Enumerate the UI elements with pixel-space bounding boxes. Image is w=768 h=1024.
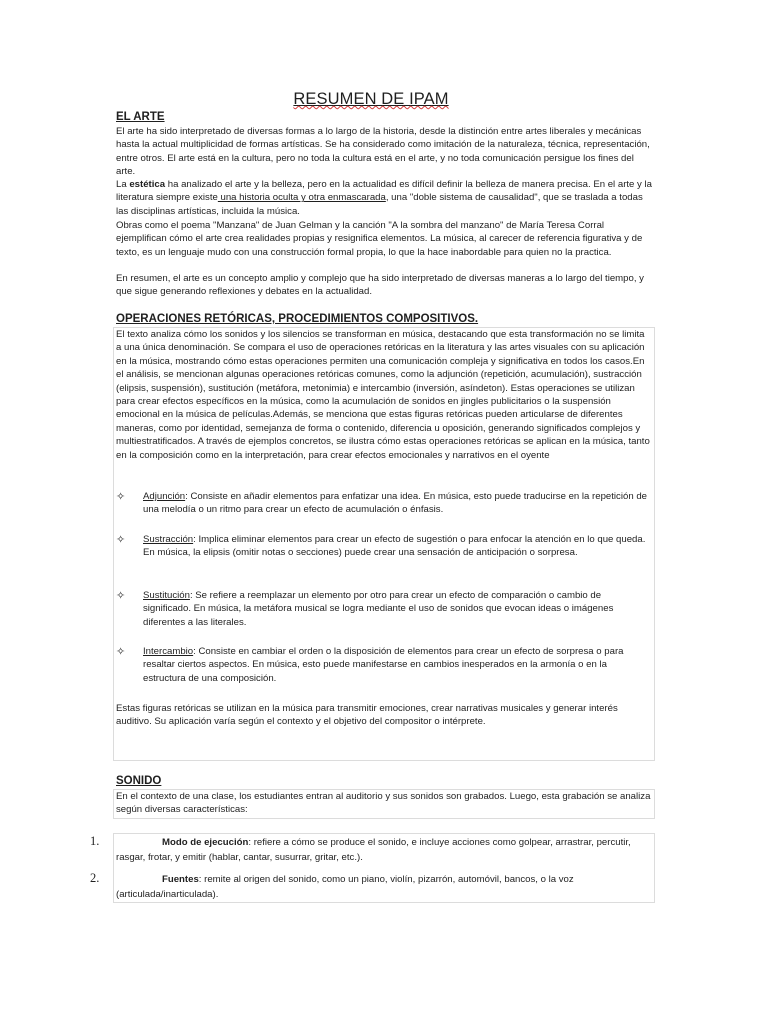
heading-el-arte: EL ARTE xyxy=(116,111,165,123)
term-sustitucion: Sustitución xyxy=(143,590,190,601)
bullet-text xyxy=(143,589,648,629)
list-number: 2. xyxy=(90,871,100,885)
desc-modo-ejecucion: : refiere a cómo se produce el sonido, e incluye acciones como golpear, arrastrar, percutir, rasgar, frotar, y emitir (hablar, cantar, susurrar, gritar, etc.). xyxy=(116,837,631,863)
arte-paragraph-2 xyxy=(116,178,652,218)
operaciones-intro: El texto analiza cómo los sonidos y los silencios se transforman en música, destacando que esta transformación no se limita a una única denominación. Se compara el uso de operaciones retóricas en la literatura y las artes visuales con su aplicación en la música, mostrando cómo estas operaciones permiten una comunicación compleja y significativa en todos los casos.En el análisis, se mencionan algunas operaciones retóricas comunes, como la adjunción (repetición, acumulación), sustracción (elipsis, suspensión), sustitución (metáfora, metonimia) e intercambio (inversión, asíndeton). Estas operaciones se utilizan para crear efectos específicos en la música, como la acumulación de sonidos en jingles publicitarios o la suspensión emocional en la música de películas.Además, se menciona que estas figuras retóricas pueden articularse de diferentes maneras, como por identidad, semejanza de forma o contenido, diferencia u oposición, generando significados complejos y multiestratificados. A través de ejemplos concretos, se ilustra cómo estas operaciones retóricas se aplican en la música, tanto en la composición como en la interpretación, para crear efectos emocionales y narrativos en el oyente xyxy=(116,329,650,461)
diamond-bullet-icon: ✧ xyxy=(116,589,126,602)
document-title xyxy=(0,90,742,109)
term-intercambio: Intercambio xyxy=(143,646,194,657)
operaciones-closing: Estas figuras retóricas se utilizan en la música para transmitir emociones, crear narrativas musicales y generar interés auditivo. Su aplicación varía según el contexto y el objetivo del compositor o intérprete. xyxy=(116,703,618,728)
arte-p2-start: La xyxy=(116,179,130,190)
title-text: RESUMEN DE IPAM xyxy=(293,90,449,108)
historia-oculta-underlined: una historia oculta y otra enmascarada xyxy=(217,192,386,204)
bullet-text xyxy=(143,490,648,517)
heading-sonido: SONIDO xyxy=(116,775,162,787)
bullet-text xyxy=(143,645,648,685)
arte-p2-middle: ha analizado el arte y la belleza, pero en la actualidad es difícil definir la belleza de manera precisa. En el arte y la literatura siempre existe xyxy=(116,179,652,204)
diamond-bullet-icon: ✧ xyxy=(116,490,126,503)
desc-adjuncion: : Consiste en añadir elementos para enfatizar una idea. En música, esto puede traducirse en la repetición de una melodía o un ritmo para crear un efecto de acumulación o énfasis. xyxy=(143,491,647,516)
diamond-bullet-icon: ✧ xyxy=(116,645,126,658)
numbered-text xyxy=(116,836,648,865)
term-fuentes: Fuentes xyxy=(162,874,199,885)
list-number: 1. xyxy=(90,834,100,848)
term-sustraccion: Sustracción xyxy=(143,534,194,545)
numbered-text xyxy=(116,873,648,902)
estetica-term: estética xyxy=(129,179,166,190)
bullet-text xyxy=(143,533,648,560)
desc-intercambio: : Consiste en cambiar el orden o la disposición de elementos para crear un efecto de sorpresa o para resaltar ciertos aspectos. En música, esto puede manifestarse en cambios inesperados en la armonía o en la estructura de una composición. xyxy=(143,646,624,684)
desc-sustitucion: : Se refiere a reemplazar un elemento por otro para crear un efecto de comparación o cambio de significado. En música, la metáfora musical se logra mediante el uso de sonidos que evocan ideas o imágenes diferentes a las literales. xyxy=(143,590,614,628)
heading-operaciones: OPERACIONES RETÓRICAS, PROCEDIMIENTOS COMPOSITIVOS. xyxy=(116,313,479,325)
arte-paragraph-4: En resumen, el arte es un concepto amplio y complejo que ha sido interpretado de diversas maneras a lo largo del tiempo, y que sigue generando reflexiones y debates en la actualidad. xyxy=(116,273,644,298)
arte-p2-end: , una "doble sistema de causalidad", que se traslada a todas las disciplinas artísticas, incluida la música. xyxy=(116,192,643,217)
sonido-intro: En el contexto de una clase, los estudiantes entran al auditorio y sus sonidos son grabados. Luego, esta grabación se analiza según diversas características: xyxy=(116,791,651,816)
desc-sustraccion: : Implica eliminar elementos para crear un efecto de sugestión o para enfocar la atención en lo que queda. En música, la elipsis (omitir notas o secciones) puede crear una sensación de anticipación o sorpresa. xyxy=(143,534,646,559)
diamond-bullet-icon: ✧ xyxy=(116,533,126,546)
term-modo-ejecucion: Modo de ejecución xyxy=(162,837,249,848)
desc-fuentes: : remite al origen del sonido, como un piano, violín, pizarrón, automóvil, bancos, o la voz (articulada/inarticulada). xyxy=(116,874,574,900)
term-adjuncion: Adjunción xyxy=(143,491,186,502)
arte-paragraph-1: El arte ha sido interpretado de diversas formas a lo largo de la historia, desde la distinción entre artes liberales y mecánicas hasta la actual multiplicidad de formas artísticas. Se ha considerado como imitación de la naturaleza, técnica, representación, entre otros. El arte está en la cultura, pero no toda la cultura está en el arte, y no toda comunicación persigue los fines del arte. xyxy=(116,126,650,178)
arte-paragraph-3: Obras como el poema "Manzana" de Juan Gelman y la canción "A la sombra del manzano" de María Teresa Corral ejemplifican cómo el arte crea realidades propias y resignifica elementos. La música, al carecer de referencia figurativa y de texto, es un lenguaje mudo con una construcción formal propia, lo que la hace inabordable para quien no la practica. xyxy=(116,220,643,258)
